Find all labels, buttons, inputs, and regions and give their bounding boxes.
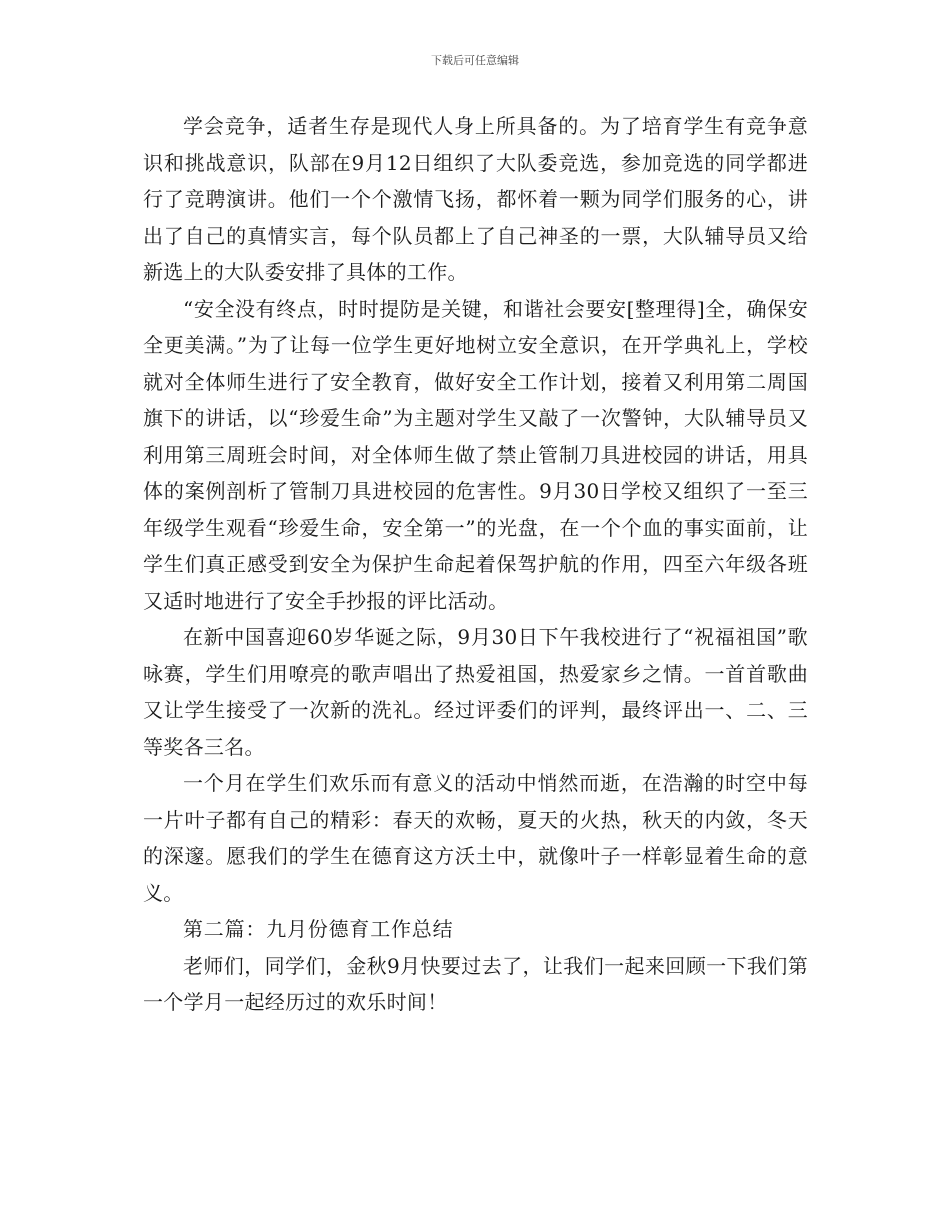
header-note: 下载后可任意编辑 [431, 54, 519, 67]
paragraph-singing-contest: 在新中国喜迎60岁华诞之际，9月30日下午我校进行了“祝福祖国”歌咏赛，学生们用嘹亮的歌声唱出了热爱祖国，热爱家乡之情。一首首歌曲又让学生接受了一次新的洗礼。经过评委们的评判，最终评出一、二、三等奖各三名。 [143, 625, 808, 759]
document-body [143, 108, 808, 1021]
paragraph-intro: 老师们，同学们，金秋9月快要过去了，让我们一起来回顾一下我们第一个学月一起经历过的欢乐时间！ [143, 953, 808, 1014]
paragraph-competition: 学会竞争，适者生存是现代人身上所具备的。为了培育学生有竞争意识和挑战意识，队部在9月12日组织了大队委竞选，参加竞选的同学都进行了竞聘演讲。他们一个个激情飞扬，都怀着一颗为同学们服务的心，讲出了自己的真情实言，每个队员都上了自己神圣的一票，大队辅导员又给新选上的大队委安排了具体的工作。 [143, 114, 808, 284]
paragraph-closing: 一个月在学生们欢乐而有意义的活动中悄然而逝，在浩瀚的时空中每一片叶子都有自己的精彩：春天的欢畅，夏天的火热，秋天的内敛，冬天的深邃。愿我们的学生在德育这方沃土中，就像叶子一样彰显着生命的意义。 [143, 771, 808, 905]
paragraph-safety: “安全没有终点，时时提防是关键，和谐社会要安[整理得]全，确保安全更美满。”为了让每一位学生更好地树立安全意识，在开学典礼上，学校就对全体师生进行了安全教育，做好安全工作计划，接着又利用第二周国旗下的讲话，以“珍爱生命”为主题对学生又敲了一次警钟，大队辅导员又利用第三周班会时间，对全体师生做了禁止管制刀具进校园的讲话，用具体的案例剖析了管制刀具进校园的危害性。9月30日学校又组织了一至三年级学生观看“珍爱生命，安全第一”的光盘，在一个个血的事实面前，让学生们真正感受到安全为保护生命起着保驾护航的作用，四至六年级各班又适时地进行了安全手抄报的评比活动。 [143, 296, 808, 613]
section-heading: 第二篇：九月份德育工作总结 [183, 917, 454, 941]
